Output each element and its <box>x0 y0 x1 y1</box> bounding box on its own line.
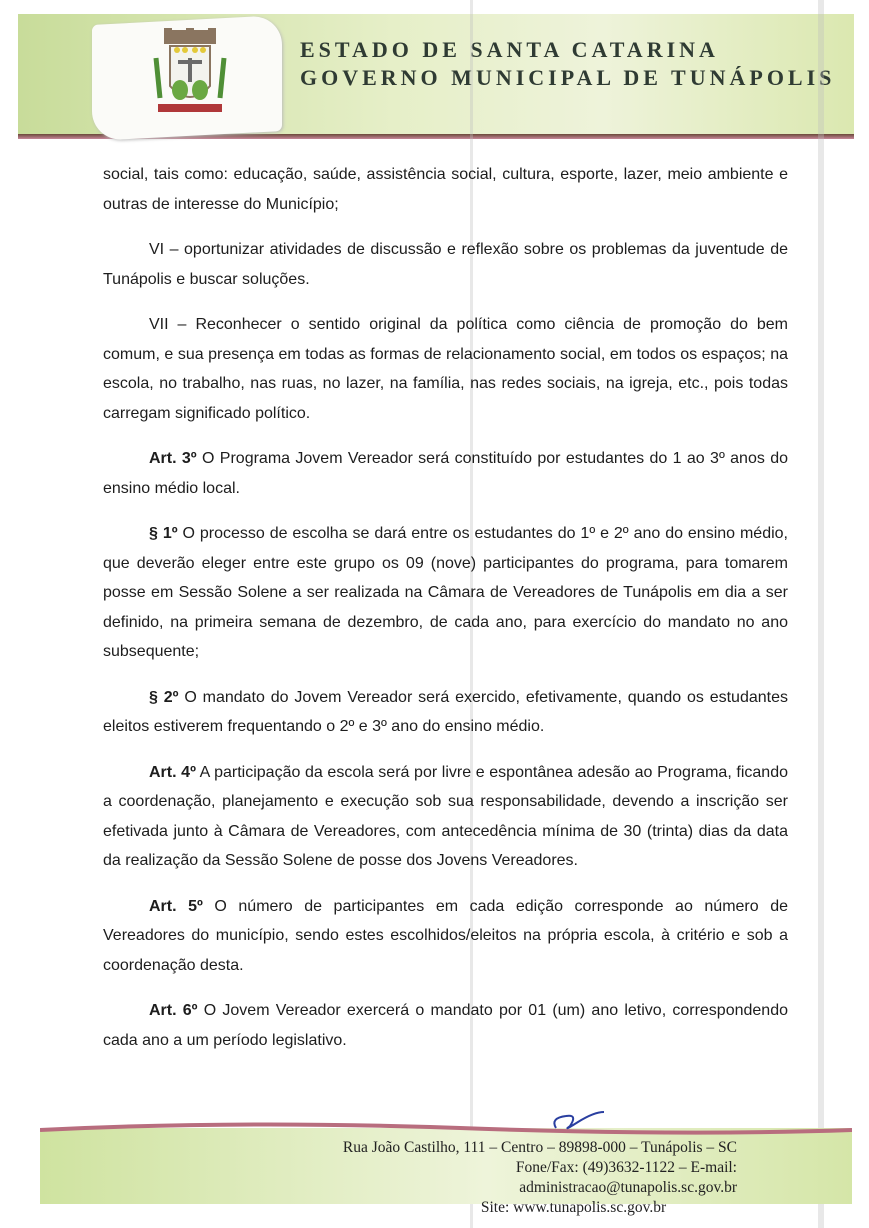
paragraph: social, tais como: educação, saúde, assistência social, cultura, esporte, lazer, meio ambiente e outras de interesse do Município; <box>103 166 788 213</box>
footer-address: Rua João Castilho, 111 – Centro – 89898-000 – Tunápolis – SC <box>342 1139 737 1156</box>
footer-contact <box>300 1138 737 1218</box>
article: Art. 6º O Jovem Vereador exercerá o mandato por 01 (um) ano letivo, correspondendo cada ano a um período legislativo. <box>103 1002 788 1049</box>
letterhead-title <box>300 36 835 92</box>
document-body <box>103 160 788 1071</box>
article: § 1º O processo de escolha se dará entre os estudantes do 1º e 2º ano do ensino médio, que deverão eleger entre este grupo os 09 (nove) participantes do programa, para tomarem posse em Sessão Solene a ser realizada na Câmara de Vereadores de Tunápolis em dia a ser definido, na primeira semana de dezembro, de cada ano, para exercício do mandato no ano subsequente; <box>103 525 789 660</box>
footer-site: Site: www.tunapolis.sc.gov.br <box>480 1199 667 1216</box>
footer-divider <box>40 1118 852 1138</box>
footer-phone-email: Fone/Fax: (49)3632-1122 – E-mail: administracao@tunapolis.sc.gov.br <box>515 1159 737 1196</box>
article: Art. 5º O número de participantes em cada edição corresponde ao número de Vereadores do município, sendo estes escolhidos/eleitos na própria escola, à critério e sob a coordenação desta. <box>103 897 789 974</box>
paragraph: VI – oportunizar atividades de discussão e reflexão sobre os problemas da juventude de Tunápolis e buscar soluções. <box>103 241 788 288</box>
article: Art. 4º A participação da escola será por livre e espontânea adesão ao Programa, ficando a coordenação, planejamento e execução sob sua responsabilidade, devendo a inscrição ser efetivada junto à Câmara de Vereadores, com antecedência mínima de 30 (trinta) dias da data da realização da Sessão Solene de posse dos Jovens Vereadores. <box>103 763 788 869</box>
article: Art. 3º O Programa Jovem Vereador será constituído por estudantes do 1 ao 3º anos do ensino médio local. <box>103 450 788 497</box>
initials-signature-icon <box>548 1108 608 1134</box>
article: § 2º O mandato do Jovem Vereador será exercido, efetivamente, quando os estudantes eleitos estiverem frequentando o 2º e 3º ano do ensino médio. <box>103 688 788 735</box>
municipality-name: GOVERNO MUNICIPAL DE TUNÁPOLIS <box>300 65 836 90</box>
paragraph: VII – Reconhecer o sentido original da política como ciência de promoção do bem comum, e sua presença em todas as formas de relacionamento social, em todos os espaços; na escola, no trabalho, nas ruas, no lazer, na família, nas redes sociais, na igreja, etc., pois todas carregam significado político. <box>103 316 788 422</box>
state-name: ESTADO DE SANTA CATARINA <box>300 37 719 62</box>
scan-artifact <box>818 0 824 1228</box>
coat-of-arms-icon <box>150 28 230 118</box>
